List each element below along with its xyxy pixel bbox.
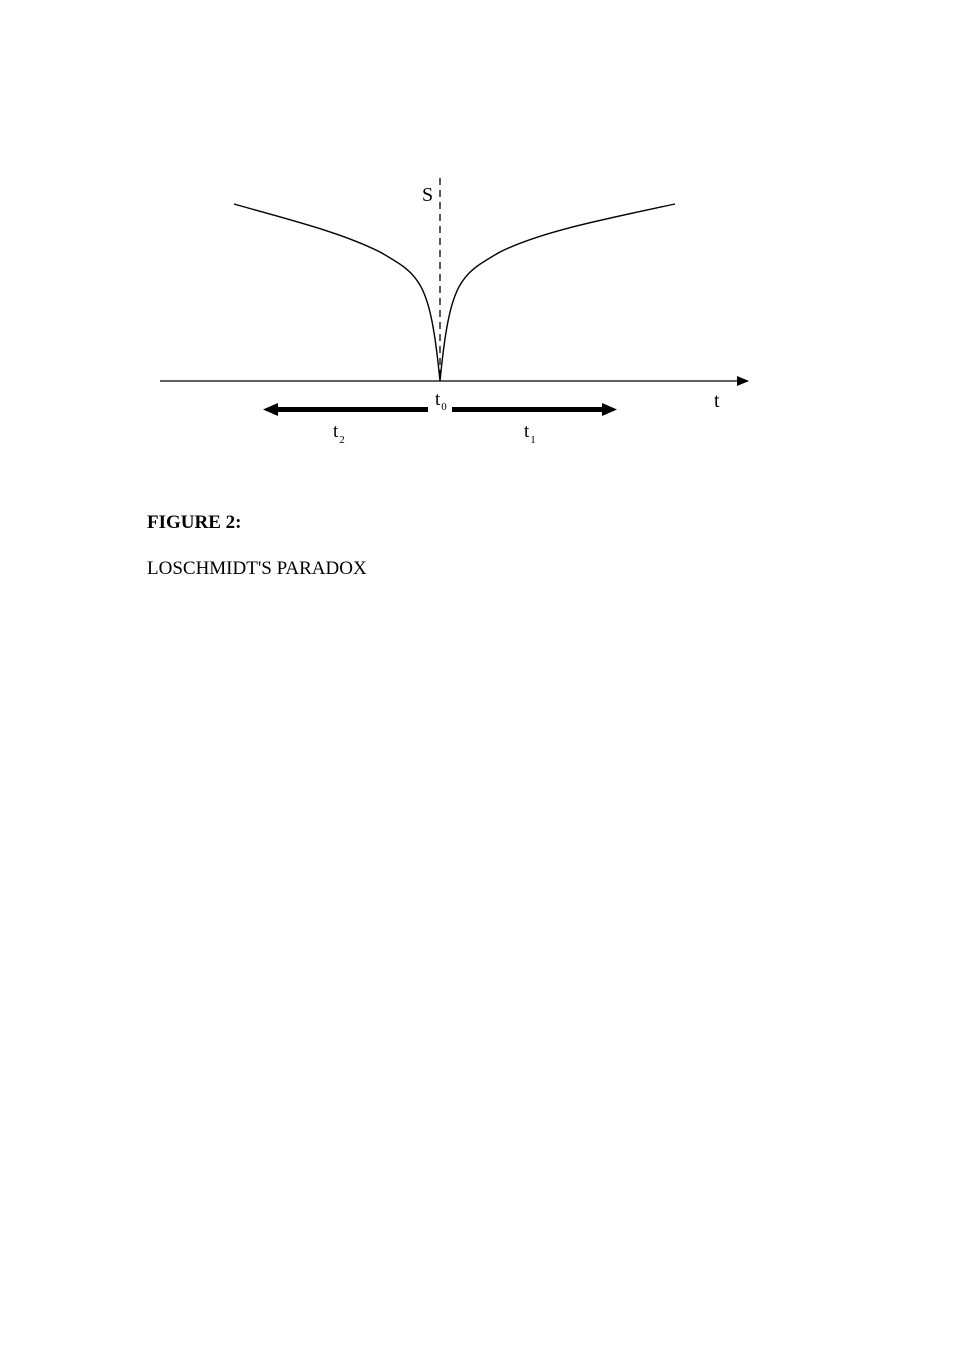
loschmidt-diagram: [0, 0, 969, 480]
left-arrow-label-base: t: [333, 421, 339, 442]
right-arrow-label-base: t: [524, 421, 530, 442]
figure-caption-title: FIGURE 2:: [147, 512, 242, 533]
origin-label-base: t: [435, 389, 441, 410]
left-arrow-label-sub: 2: [339, 434, 345, 446]
figure-caption-text: LOSCHMIDT'S PARADOX: [147, 558, 367, 579]
y-axis-label: S: [422, 184, 434, 206]
left-arrow: [263, 403, 428, 416]
right-arrow: [452, 403, 617, 416]
right-arrow-label-sub: 1: [530, 434, 536, 446]
x-axis-label: t: [714, 390, 720, 412]
entropy-curve-future: [440, 204, 675, 381]
left-arrow-label: [333, 421, 345, 446]
right-arrow-label: [524, 421, 536, 446]
origin-label: [435, 389, 447, 413]
origin-label-sub: 0: [441, 401, 447, 413]
entropy-curve-past: [234, 204, 440, 381]
